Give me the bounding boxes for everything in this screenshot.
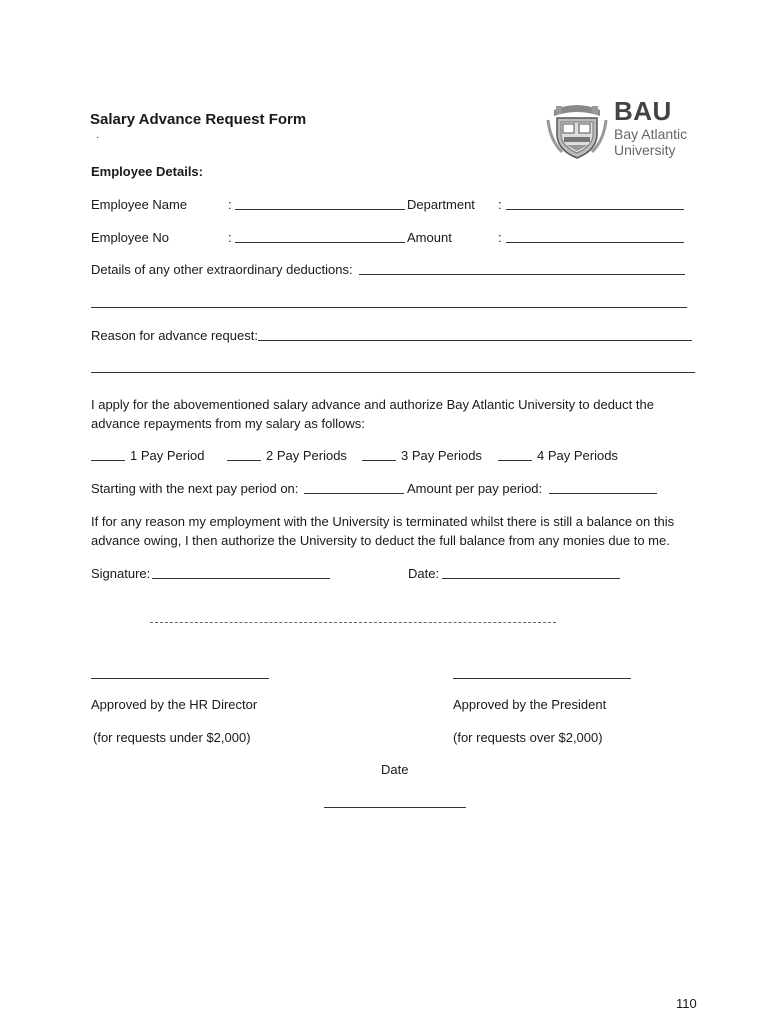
reason-field[interactable] (258, 340, 692, 341)
amount-field[interactable] (506, 242, 684, 243)
pay-period-1-field[interactable] (91, 460, 125, 461)
title-dot: · (96, 132, 100, 143)
deductions-label: Details of any other extraordinary deductions: (91, 262, 353, 277)
date-label: Date: (408, 566, 440, 581)
pay-period-4-field[interactable] (498, 460, 532, 461)
amount-label: Amount (407, 230, 452, 245)
amount-per-period-label: Amount per pay period: (407, 481, 543, 496)
page-number: 110 (676, 996, 697, 1011)
employee-details-heading: Employee Details: (91, 164, 203, 179)
amount-colon: : (498, 230, 502, 245)
pay-period-4-label: 4 Pay Periods (537, 448, 618, 463)
employee-name-field[interactable] (235, 209, 405, 210)
separator-dashed (150, 622, 556, 623)
form-title: Salary Advance Request Form (90, 111, 307, 128)
starting-label: Starting with the next pay period on: (91, 481, 299, 496)
department-colon: : (498, 197, 502, 212)
pay-period-2-field[interactable] (227, 460, 261, 461)
signature-field[interactable] (152, 578, 330, 579)
department-label: Department (407, 197, 475, 212)
apply-paragraph: I apply for the abovementioned salary advance and authorize Bay Atlantic University to deduct the advance repayments from my salary as follows: (91, 397, 654, 431)
employee-name-label: Employee Name (91, 197, 188, 212)
termination-paragraph: If for any reason my employment with the University is terminated whilst there is still a balance on this advance owing, I then authorize the University to deduct the full balance from any monies due to me. (91, 514, 675, 548)
signature-label: Signature: (91, 566, 151, 581)
deductions-field-line2[interactable] (91, 307, 687, 308)
employee-no-label: Employee No (91, 230, 170, 245)
date-field[interactable] (442, 578, 620, 579)
pay-period-2-label: 2 Pay Periods (266, 448, 347, 463)
date-bottom-label: Date (381, 762, 409, 777)
logo-line1: Bay Atlantic (614, 126, 688, 142)
deductions-field[interactable] (359, 274, 685, 275)
pay-period-1-label: 1 Pay Period (130, 448, 205, 463)
hr-director-signature-field[interactable] (91, 678, 269, 679)
starting-date-field[interactable] (304, 493, 404, 494)
department-field[interactable] (506, 209, 684, 210)
pay-period-3-label: 3 Pay Periods (401, 448, 482, 463)
date-bottom-field[interactable] (324, 807, 466, 808)
employee-no-field[interactable] (235, 242, 405, 243)
logo-abbrev: BAU (614, 96, 672, 126)
employee-name-colon: : (228, 197, 232, 212)
amount-per-period-field[interactable] (549, 493, 657, 494)
pay-period-3-field[interactable] (362, 460, 396, 461)
logo-line2: University (614, 142, 676, 158)
reason-label: Reason for advance request: (91, 328, 258, 343)
university-crest-icon (546, 96, 608, 160)
approved-hr-note: (for requests under $2,000) (93, 730, 251, 745)
employee-no-colon: : (228, 230, 232, 245)
approved-president-label: Approved by the President (453, 697, 607, 712)
bau-logo (546, 96, 696, 160)
approved-hr-label: Approved by the HR Director (91, 697, 258, 712)
reason-field-line2[interactable] (91, 372, 695, 373)
approved-president-note: (for requests over $2,000) (453, 730, 603, 745)
president-signature-field[interactable] (453, 678, 631, 679)
